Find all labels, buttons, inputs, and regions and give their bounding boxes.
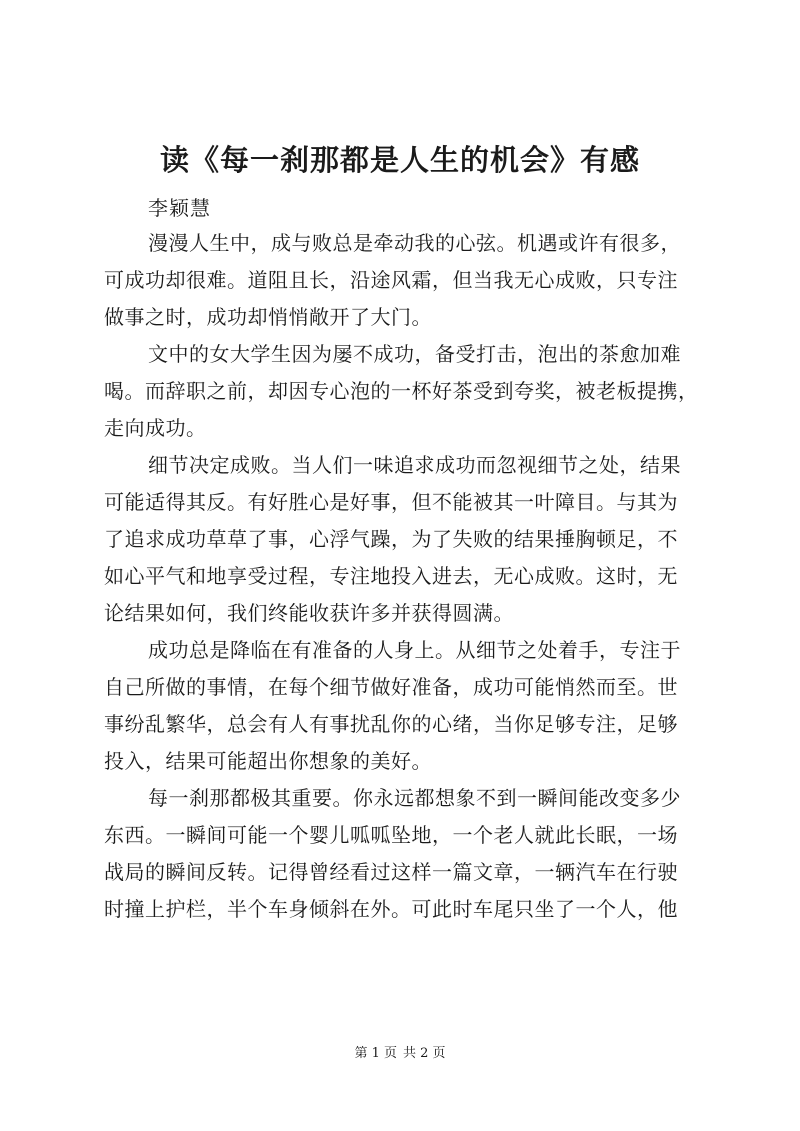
- text-line: 论结果如何，我们终能收获许多并获得圆满。: [104, 601, 514, 625]
- text-line: 喝。而辞职之前，却因专心泡的一杯好茶受到夸奖，被老板提携，: [104, 379, 699, 403]
- paragraph-1: [104, 225, 704, 336]
- text-line: 东西。一瞬间可能一个婴儿呱呱坠地，一个老人就此长眠，一场: [104, 823, 678, 847]
- text-line: 每一刹那都极其重要。你永远都想象不到一瞬间能改变多少: [148, 786, 681, 810]
- author-name: 李颖慧: [148, 196, 211, 220]
- paragraph-4: [104, 632, 704, 780]
- page-footer: [0, 1044, 800, 1064]
- text-line: 可成功却很难。道阻且长，沿途风霜，但当我无心成败，只专注: [104, 268, 678, 292]
- text-line: 成功总是降临在有准备的人身上。从细节之处着手，专注于: [148, 638, 681, 662]
- text-line: 了追求成功草草了事，心浮气躁，为了失败的结果捶胸顿足，不: [104, 527, 678, 551]
- page-title: 读《每一刹那都是人生的机会》有感: [159, 143, 640, 177]
- text-line: 自己所做的事情，在每个细节做好准备，成功可能悄然而至。世: [104, 675, 678, 699]
- text-line: 做事之时，成功却悄悄敞开了大门。: [104, 305, 432, 329]
- page-number: 第 1 页: [354, 1046, 397, 1061]
- text-line: 如心平气和地享受过程，专注地投入进去，无心成败。这时，无: [104, 564, 678, 588]
- paragraph-3: [104, 447, 704, 632]
- text-line: 事纷乱繁华，总会有人有事扰乱你的心绪，当你足够专注，足够: [104, 712, 678, 736]
- page-total: 共 2 页: [403, 1046, 446, 1061]
- paragraph-2: [104, 336, 704, 447]
- text-line: 细节决定成败。当人们一味追求成功而忽视细节之处，结果: [148, 453, 681, 477]
- document-body: [104, 225, 704, 928]
- text-line: 可能适得其反。有好胜心是好事，但不能被其一叶障目。与其为: [104, 490, 678, 514]
- text-line: 文中的女大学生因为屡不成功，备受打击，泡出的茶愈加难: [148, 342, 681, 366]
- text-line: 时撞上护栏，半个车身倾斜在外。可此时车尾只坐了一个人，他: [104, 897, 678, 921]
- paragraph-5: [104, 780, 704, 928]
- text-line: 漫漫人生中，成与败总是牵动我的心弦。机遇或许有很多，: [148, 231, 681, 255]
- text-line: 战局的瞬间反转。记得曾经看过这样一篇文章，一辆汽车在行驶: [104, 860, 678, 884]
- text-line: 走向成功。: [104, 416, 207, 440]
- text-line: 投入，结果可能超出你想象的美好。: [104, 749, 432, 773]
